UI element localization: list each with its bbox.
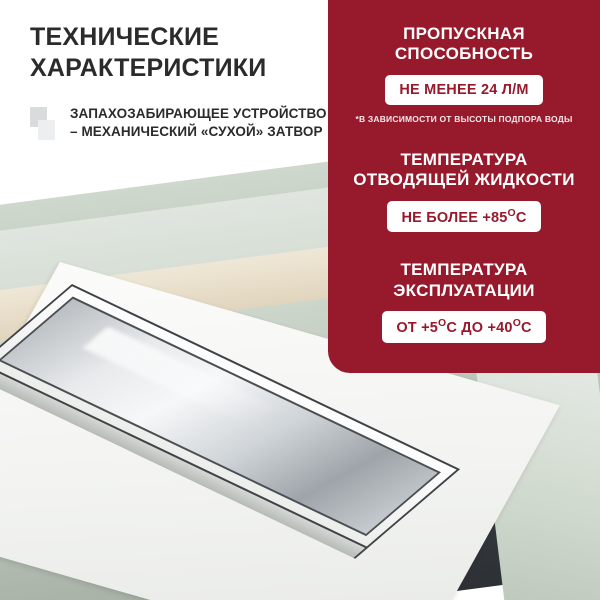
specs-card: [328, 0, 600, 373]
spacer-1: [346, 128, 582, 144]
spec-op-temp-prefix: ОТ +5: [396, 320, 439, 336]
spec-liquid-temp-degree: O: [507, 207, 516, 219]
left-text-panel: [30, 22, 330, 141]
spec-flow-rate-title: ПРОПУСКНАЯ СПОСОБНОСТЬ: [394, 24, 534, 64]
spec-operating-temperature-value: [382, 311, 545, 343]
spacer-2: [346, 236, 582, 254]
spec-flow-rate-value: НЕ МЕНЕЕ 24 Л/М: [385, 75, 542, 105]
spec-op-temp-mid: С ДО +40: [446, 320, 513, 336]
spec-liquid-temp-suffix: С: [515, 209, 527, 226]
spec-operating-temperature: [346, 260, 582, 343]
feature-dry-seal: [30, 105, 330, 141]
spec-liquid-temp-prefix: НЕ БОЛЕЕ +85: [401, 209, 508, 226]
spec-liquid-temperature-value: [387, 201, 540, 233]
spec-flow-rate: [346, 24, 582, 124]
dry-seal-icon-block-b: [38, 120, 55, 140]
spec-op-temp-degree-2: O: [512, 318, 522, 330]
spec-op-temp-suffix: С: [521, 320, 532, 336]
spec-operating-temperature-title: ТЕМПЕРАТУРА ЭКСПЛУАТАЦИИ: [393, 260, 535, 300]
feature-dry-seal-label: ЗАПАХОЗАБИРАЮЩЕЕ УСТРОЙСТВО – МЕХАНИЧЕСКИЙ «СУХОЙ» ЗАТВОР: [70, 106, 327, 139]
spec-liquid-temperature: [346, 150, 582, 233]
spec-liquid-temperature-title: ТЕМПЕРАТУРА ОТВОДЯЩЕЙ ЖИДКОСТИ: [353, 149, 575, 190]
spec-op-temp-degree-1: O: [438, 318, 447, 330]
dry-seal-icon: [30, 107, 60, 141]
page-title: ТЕХНИЧЕСКИЕ ХАРАКТЕРИСТИКИ: [30, 23, 267, 82]
spec-flow-rate-note: *В ЗАВИСИМОСТИ ОТ ВЫСОТЫ ПОДПОРА ВОДЫ: [355, 113, 573, 124]
